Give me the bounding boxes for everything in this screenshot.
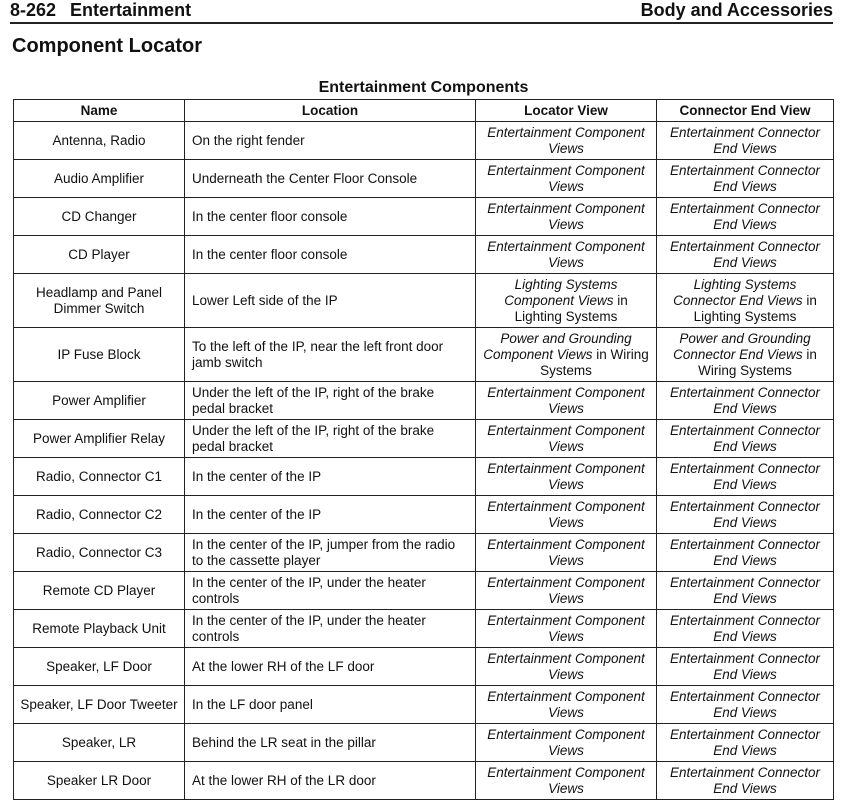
table-row (14, 496, 834, 534)
cell-connector-end-view-reference: Power and Grounding Connector End Views (673, 330, 811, 362)
cell-locator-view (476, 274, 657, 328)
cell-connector-end-view (657, 274, 834, 328)
cell-connector-end-view-reference: Entertainment Connector End Views (669, 650, 821, 682)
page-header (10, 0, 833, 21)
cell-connector-end-view (657, 160, 834, 198)
cell-connector-end-view-reference: Lighting Systems Connector End Views (673, 276, 803, 308)
table-row (14, 724, 834, 762)
cell-locator-view-reference: Entertainment Component Views (487, 422, 645, 454)
table-row (14, 420, 834, 458)
table-row (14, 686, 834, 724)
cell-locator-view (476, 496, 657, 534)
cell-location: In the center floor console (185, 236, 476, 274)
cell-location: In the center of the IP, under the heater controls (185, 572, 476, 610)
cell-connector-end-view (657, 420, 834, 458)
cell-locator-view (476, 458, 657, 496)
cell-connector-end-view-reference: Entertainment Connector End Views (669, 764, 821, 796)
cell-connector-end-view (657, 686, 834, 724)
cell-connector-end-view-reference: Entertainment Connector End Views (669, 124, 821, 156)
page-header-left (10, 0, 205, 20)
cell-locator-view-reference: Entertainment Component Views (487, 498, 645, 530)
cell-name: Remote Playback Unit (14, 610, 185, 648)
cell-name: Radio, Connector C3 (14, 534, 185, 572)
cell-locator-view (476, 610, 657, 648)
table-row (14, 328, 834, 382)
cell-locator-view (476, 534, 657, 572)
cell-connector-end-view (657, 496, 834, 534)
cell-locator-view (476, 572, 657, 610)
cell-connector-end-view (657, 724, 834, 762)
cell-location: In the center of the IP (185, 458, 476, 496)
cell-location: In the center floor console (185, 198, 476, 236)
cell-name: CD Changer (14, 198, 185, 236)
column-header-locator-view: Locator View (476, 100, 657, 122)
cell-location: Underneath the Center Floor Console (185, 160, 476, 198)
cell-locator-view-reference: Entertainment Component Views (487, 650, 645, 682)
cell-locator-view-reference: Entertainment Component Views (487, 384, 645, 416)
cell-location: Behind the LR seat in the pillar (185, 724, 476, 762)
column-header-connector-end-view: Connector End View (657, 100, 834, 122)
cell-name: Audio Amplifier (14, 160, 185, 198)
cell-connector-end-view (657, 648, 834, 686)
cell-connector-end-view (657, 458, 834, 496)
table-body (14, 122, 834, 800)
cell-connector-end-view (657, 382, 834, 420)
cell-locator-view (476, 198, 657, 236)
cell-connector-end-view-reference: Entertainment Connector End Views (669, 238, 821, 270)
chapter-name: Entertainment (70, 0, 192, 20)
cell-locator-view-system: in Lighting Systems (514, 292, 628, 324)
cell-connector-end-view-reference: Entertainment Connector End Views (669, 200, 821, 232)
cell-locator-view (476, 236, 657, 274)
header-divider (10, 22, 833, 24)
cell-locator-view (476, 382, 657, 420)
cell-location: Under the left of the IP, right of the brake pedal bracket (185, 420, 476, 458)
cell-connector-end-view (657, 572, 834, 610)
cell-connector-end-view-system: in Wiring Systems (698, 346, 817, 378)
table-title: Entertainment Components (318, 79, 529, 96)
cell-location: To the left of the IP, near the left front door jamb switch (185, 328, 476, 382)
table-row (14, 122, 834, 160)
cell-connector-end-view-reference: Entertainment Connector End Views (669, 612, 821, 644)
column-header-location: Location (185, 100, 476, 122)
cell-locator-view-reference: Entertainment Component Views (487, 200, 645, 232)
cell-connector-end-view-reference: Entertainment Connector End Views (669, 162, 821, 194)
cell-connector-end-view (657, 328, 834, 382)
cell-location: In the center of the IP (185, 496, 476, 534)
cell-connector-end-view (657, 610, 834, 648)
cell-name: Speaker LR Door (14, 762, 185, 800)
page-title: Component Locator (12, 35, 202, 57)
cell-name: Radio, Connector C1 (14, 458, 185, 496)
cell-name: IP Fuse Block (14, 328, 185, 382)
cell-connector-end-view-reference: Entertainment Connector End Views (669, 384, 821, 416)
page-number: 8-262 (10, 0, 57, 20)
table-row (14, 762, 834, 800)
table-row (14, 648, 834, 686)
cell-connector-end-view-reference: Entertainment Connector End Views (669, 574, 821, 606)
cell-locator-view-reference: Entertainment Component Views (487, 238, 645, 270)
cell-location: Under the left of the IP, right of the brake pedal bracket (185, 382, 476, 420)
cell-locator-view-reference: Entertainment Component Views (487, 124, 645, 156)
table-row (14, 236, 834, 274)
cell-name: Remote CD Player (14, 572, 185, 610)
cell-name: Speaker, LF Door (14, 648, 185, 686)
cell-connector-end-view-reference: Entertainment Connector End Views (669, 536, 821, 568)
cell-locator-view-reference: Entertainment Component Views (487, 162, 645, 194)
cell-locator-view-reference: Entertainment Component Views (487, 688, 645, 720)
cell-locator-view (476, 762, 657, 800)
cell-locator-view-reference: Entertainment Component Views (487, 764, 645, 796)
table-row (14, 160, 834, 198)
cell-locator-view (476, 648, 657, 686)
cell-connector-end-view (657, 198, 834, 236)
cell-locator-view (476, 686, 657, 724)
cell-connector-end-view (657, 236, 834, 274)
cell-location: At the lower RH of the LF door (185, 648, 476, 686)
cell-locator-view (476, 420, 657, 458)
table-row (14, 610, 834, 648)
cell-locator-view-reference: Entertainment Component Views (487, 460, 645, 492)
table-row (14, 534, 834, 572)
cell-connector-end-view-system: in Lighting Systems (693, 292, 817, 324)
table-row (14, 198, 834, 236)
cell-location: Lower Left side of the IP (185, 274, 476, 328)
cell-locator-view-system: in Wiring Systems (540, 346, 649, 378)
cell-locator-view-reference: Lighting Systems Component Views (504, 276, 618, 308)
table-row (14, 458, 834, 496)
cell-name: Speaker, LF Door Tweeter (14, 686, 185, 724)
table-row (14, 572, 834, 610)
section-name: Body and Accessories (640, 0, 833, 20)
cell-locator-view (476, 160, 657, 198)
cell-name: Antenna, Radio (14, 122, 185, 160)
cell-locator-view-reference: Entertainment Component Views (487, 612, 645, 644)
cell-name: Power Amplifier (14, 382, 185, 420)
cell-location: In the center of the IP, under the heater controls (185, 610, 476, 648)
cell-name: Power Amplifier Relay (14, 420, 185, 458)
column-header-name: Name (14, 100, 185, 122)
cell-name: Speaker, LR (14, 724, 185, 762)
cell-connector-end-view-reference: Entertainment Connector End Views (669, 726, 821, 758)
cell-locator-view (476, 122, 657, 160)
cell-connector-end-view-reference: Entertainment Connector End Views (669, 498, 821, 530)
cell-name: Radio, Connector C2 (14, 496, 185, 534)
table-row (14, 382, 834, 420)
cell-locator-view (476, 328, 657, 382)
cell-location: In the center of the IP, jumper from the radio to the cassette player (185, 534, 476, 572)
table-row (14, 274, 834, 328)
cell-location: At the lower RH of the LR door (185, 762, 476, 800)
cell-connector-end-view (657, 534, 834, 572)
cell-locator-view-reference: Power and Grounding Component Views (483, 330, 632, 362)
components-table (13, 99, 834, 800)
cell-connector-end-view (657, 122, 834, 160)
table-header-row (14, 100, 834, 122)
cell-locator-view-reference: Entertainment Component Views (487, 574, 645, 606)
cell-connector-end-view (657, 762, 834, 800)
cell-connector-end-view-reference: Entertainment Connector End Views (669, 688, 821, 720)
cell-locator-view-reference: Entertainment Component Views (487, 536, 645, 568)
cell-name: CD Player (14, 236, 185, 274)
cell-location: In the LF door panel (185, 686, 476, 724)
cell-location: On the right fender (185, 122, 476, 160)
cell-connector-end-view-reference: Entertainment Connector End Views (669, 422, 821, 454)
cell-connector-end-view-reference: Entertainment Connector End Views (669, 460, 821, 492)
cell-locator-view (476, 724, 657, 762)
cell-locator-view-reference: Entertainment Component Views (487, 726, 645, 758)
cell-name: Headlamp and Panel Dimmer Switch (14, 274, 185, 328)
